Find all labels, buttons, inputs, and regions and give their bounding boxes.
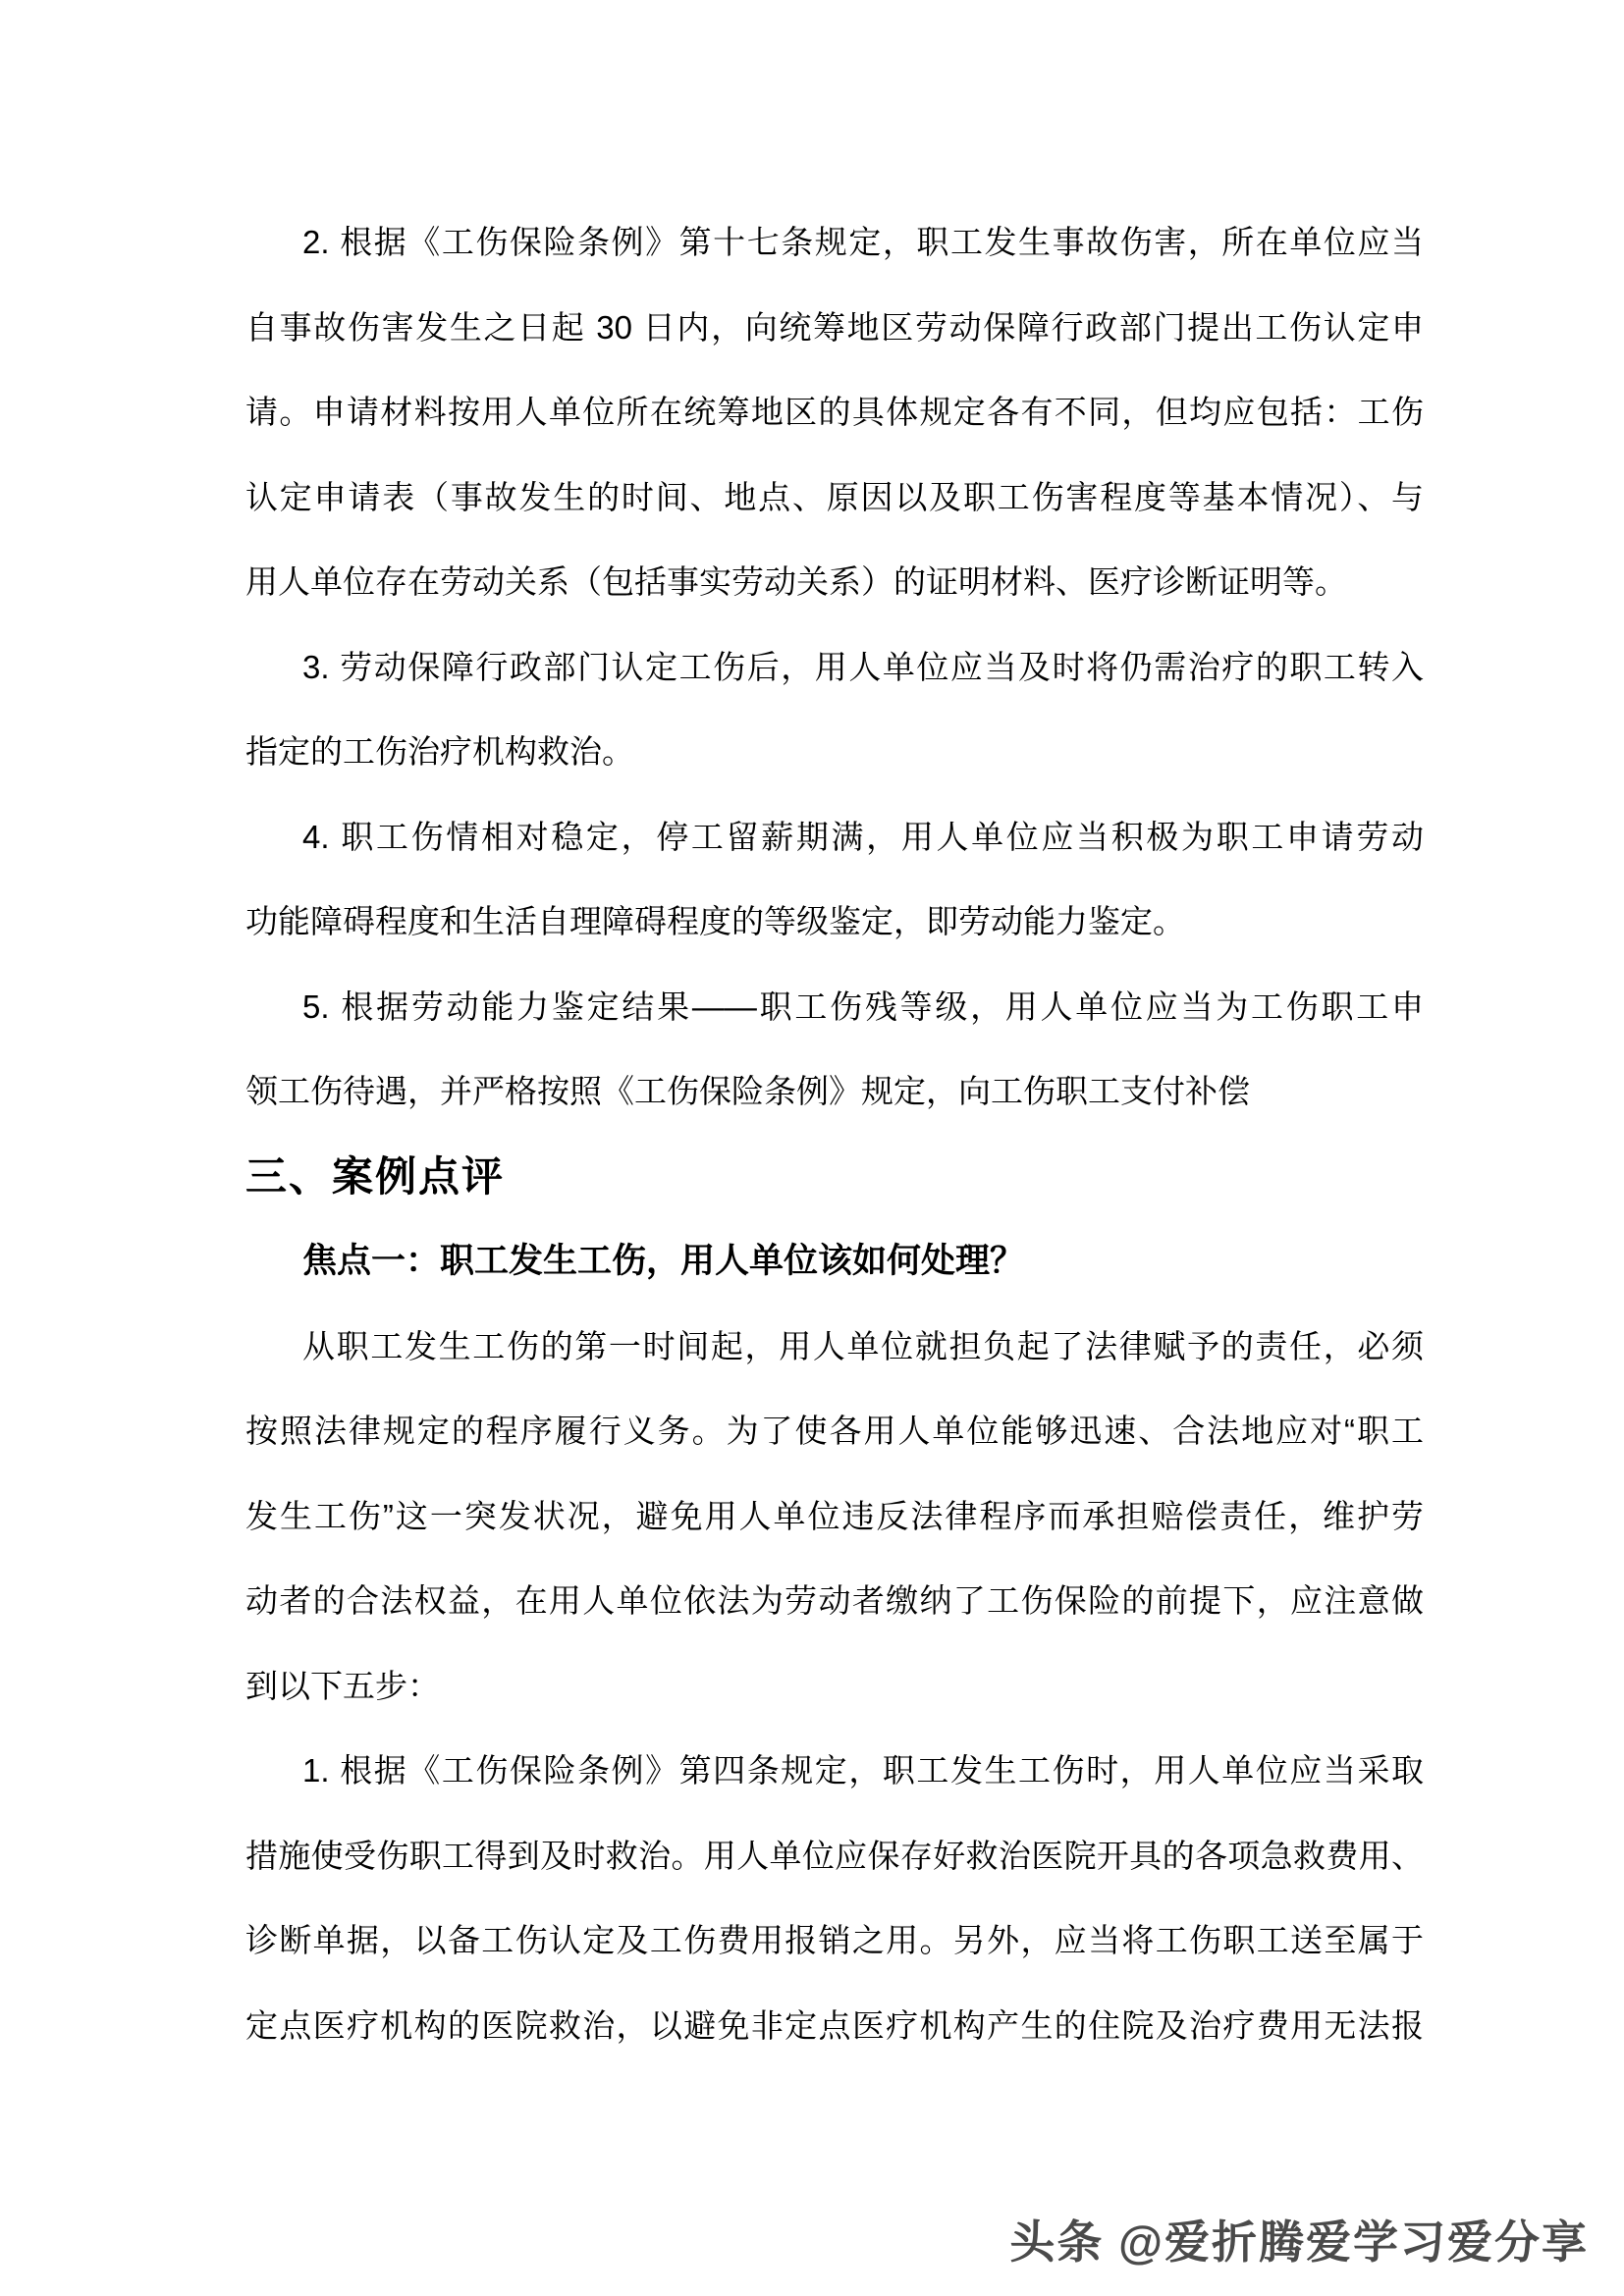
text-line: 认定申请表（事故发生的时间、地点、原因以及职工伤害程度等基本情况）、与	[245, 478, 1424, 515]
text-line: 动者的合法权益，在用人单位依法为劳动者缴纳了工伤保险的前提下，应注意做	[245, 1582, 1424, 1619]
text-line: 自事故伤害发生之日起 30 日内，向统筹地区劳动保障行政部门提出工伤认定申	[245, 308, 1424, 346]
text-line: 发生工伤”这一突发状况，避免用人单位违反法律程序而承担赔偿责任，维护劳	[245, 1497, 1424, 1534]
text-line: 定点医疗机构的医院救治，以避免非定点医疗机构产生的住院及治疗费用无法报	[245, 2006, 1424, 2044]
text-line: 用人单位存在劳动关系（包括事实劳动关系）的证明材料、医疗诊断证明等。	[245, 563, 1347, 600]
text-line: 4. 职工伤情相对稳定，停工留薪期满，用人单位应当积极为职工申请劳动	[302, 818, 1424, 855]
text-line: 措施使受伤职工得到及时救治。用人单位应保存好救治医院开具的各项急救费用、	[245, 1837, 1424, 1874]
text-line: 从职工发生工伤的第一时间起，用人单位就担负起了法律赋予的责任，必须	[302, 1327, 1424, 1364]
text-line: 指定的工伤治疗机构救治。	[245, 733, 634, 770]
toutiao-watermark: 头条 @爱折腾爱学习爱分享	[1009, 2216, 1589, 2268]
text-line: 2. 根据《工伤保险条例》第十七条规定，职工发生事故伤害，所在单位应当	[302, 224, 1424, 260]
focus-heading: 焦点一：职工发生工伤，用人单位该如何处理？	[302, 1242, 1025, 1280]
section-heading: 三、案例点评	[245, 1152, 506, 1200]
text-line: 诊断单据，以备工伤认定及工伤费用报销之用。另外，应当将工伤职工送至属于	[245, 1922, 1424, 1958]
text-line: 功能障碍程度和生活自理障碍程度的等级鉴定，即劳动能力鉴定。	[245, 903, 1185, 939]
document-body	[245, 200, 1424, 2068]
text-line: 3. 劳动保障行政部门认定工伤后，用人单位应当及时将仍需治疗的职工转入	[302, 648, 1424, 685]
text-line: 请。申请材料按用人单位所在统筹地区的具体规定各有不同，但均应包括：工伤	[245, 394, 1424, 430]
text-line: 5. 根据劳动能力鉴定结果——职工伤残等级，用人单位应当为工伤职工申	[302, 988, 1424, 1025]
text-line: 1. 根据《工伤保险条例》第四条规定，职工发生工伤时，用人单位应当采取	[302, 1752, 1424, 1789]
text-line: 按照法律规定的程序履行义务。为了使各用人单位能够迅速、合法地应对“职工	[245, 1413, 1424, 1449]
text-line: 领工伤待遇，并严格按照《工伤保险条例》规定，向工伤职工支付补偿	[245, 1073, 1250, 1109]
text-line: 到以下五步：	[245, 1667, 440, 1704]
